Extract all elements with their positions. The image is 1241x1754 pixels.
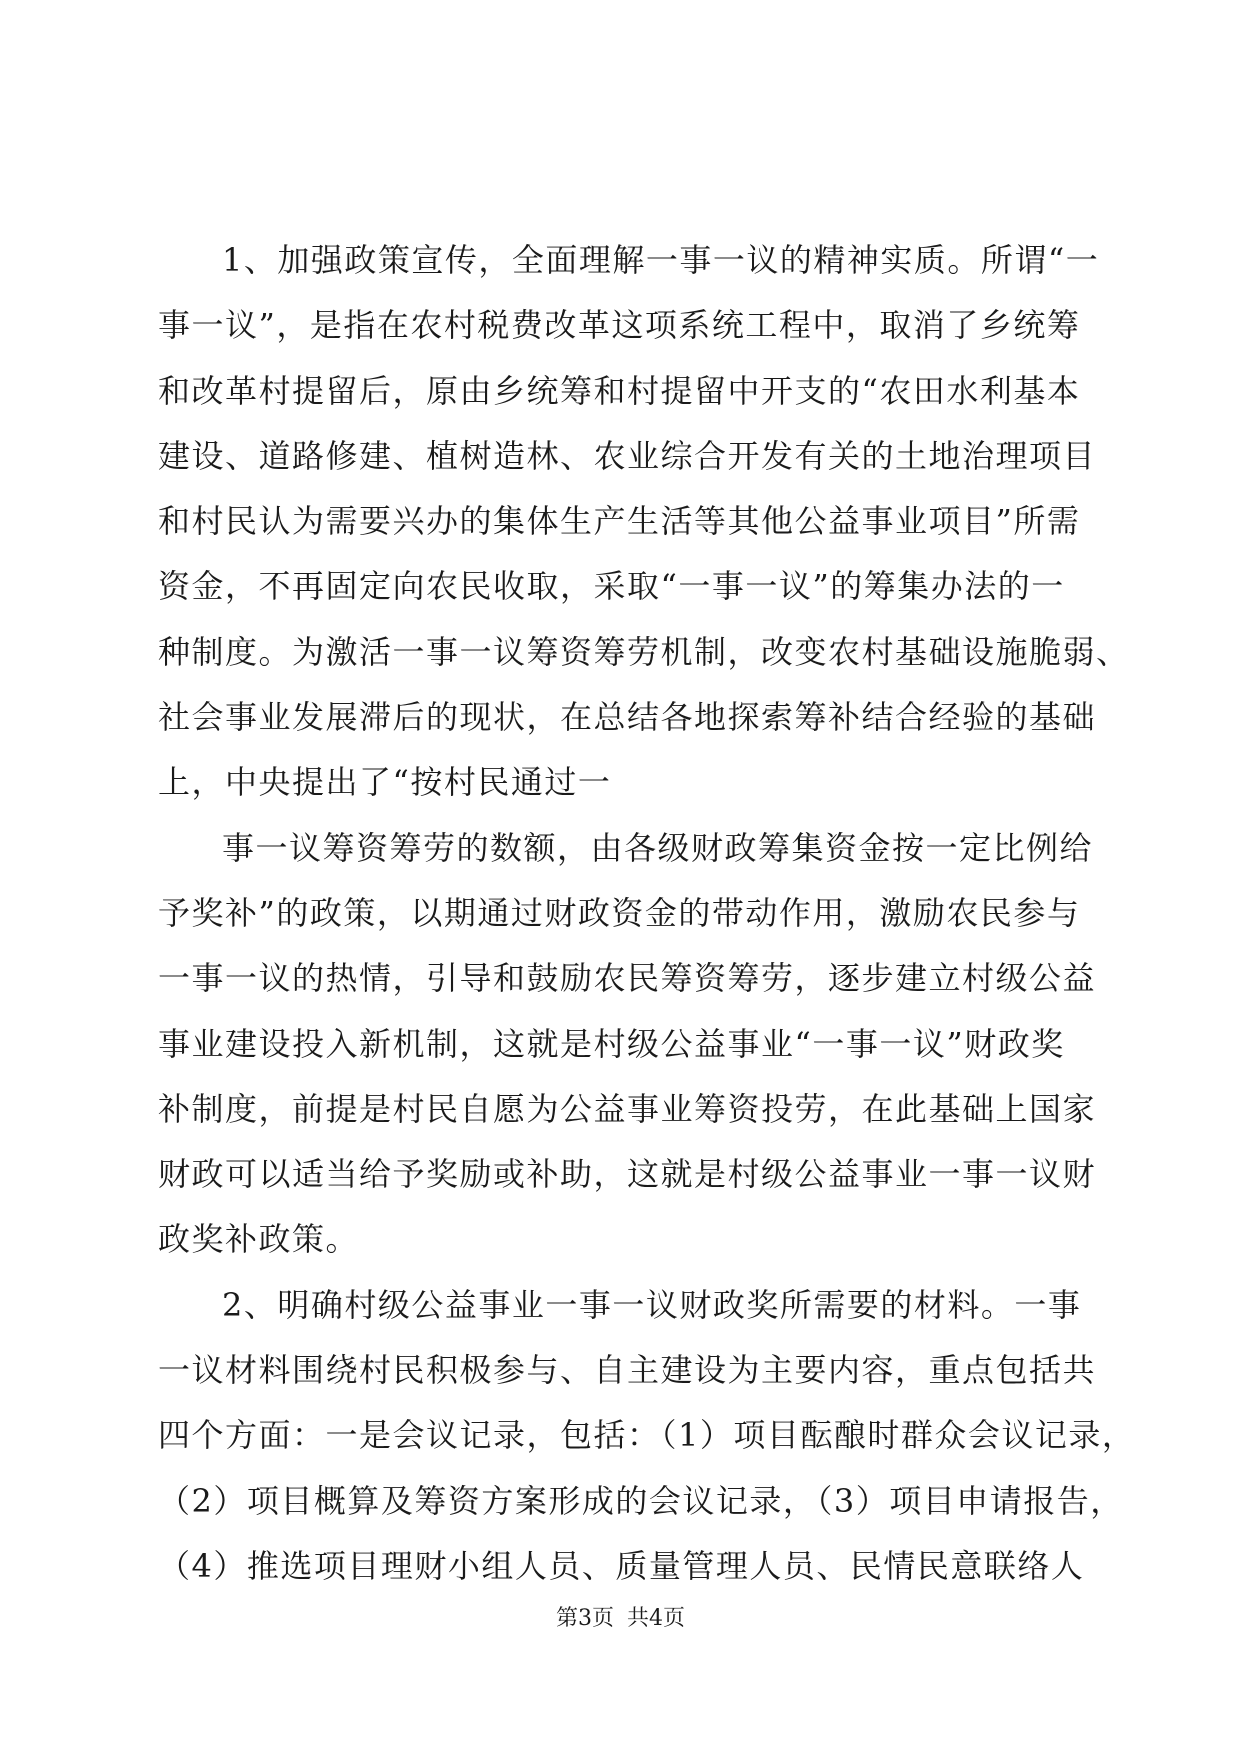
paragraph-3-line: （4）推选项目理财小组人员、质量管理人员、民情民意联络人: [158, 1546, 1085, 1585]
paragraph-1-line: 社会事业发展滞后的现状，在总结各地探索筹补结合经验的基础: [158, 698, 1097, 737]
paragraph-3-line: 四个方面：一是会议记录，包括：（1）项目酝酿时群众会议记录，: [158, 1416, 1136, 1455]
paragraph-2-line: 予奖补”的政策，以期通过财政资金的带动作用，激励农民参与: [158, 893, 1081, 932]
document-body: [158, 228, 1136, 1599]
page-footer: [0, 1604, 1241, 1634]
paragraph-1-line: 种制度。为激活一事一议筹资筹劳机制，改变农村基础设施脆弱、: [158, 632, 1130, 671]
paragraph-1-line: 上，中央提出了“按村民通过一: [158, 763, 612, 802]
paragraph-2-line: 事一议筹资筹劳的数额，由各级财政筹集资金按一定比例给: [222, 828, 1094, 867]
page-total: 共4页: [627, 1606, 685, 1631]
paragraph-1-line: 事一议”，是指在农村税费改革这项系统工程中，取消了乡统筹: [158, 306, 1081, 345]
paragraph-2-line: 事业建设投入新机制，这就是村级公益事业“一事一议”财政奖: [158, 1024, 1065, 1063]
paragraph-2-line: 政奖补政策。: [158, 1220, 360, 1259]
paragraph-3-line: 一议材料围绕村民积极参与、自主建设为主要内容，重点包括共: [158, 1351, 1097, 1390]
paragraph-1-line: 资金，不再固定向农民收取，采取“一事一议”的筹集办法的一: [158, 567, 1065, 606]
paragraph-1-line: 建设、道路修建、植树造林、农业综合开发有关的土地治理项目: [158, 436, 1097, 475]
paragraph-3-line: 2、明确村级公益事业一事一议财政奖所需要的材料。一事: [222, 1285, 1082, 1324]
paragraph-2-line: 财政可以适当给予奖励或补助，这就是村级公益事业一事一议财: [158, 1155, 1097, 1194]
paragraph-3-line: （2）项目概算及筹资方案形成的会议记录，（3）项目申请报告，: [158, 1481, 1124, 1520]
paragraph-1-line: 和村民认为需要兴办的集体生产生活等其他公益事业项目”所需: [158, 502, 1081, 541]
paragraph-2-line: 一事一议的热情，引导和鼓励农民筹资筹劳，逐步建立村级公益: [158, 959, 1097, 998]
paragraph-1-line: 和改革村提留后，原由乡统筹和村提留中开支的“农田水利基本: [158, 371, 1081, 410]
paragraph-1-line: 1、加强政策宣传，全面理解一事一议的精神实质。所谓“一: [222, 241, 1100, 279]
paragraph-2-line: 补制度，前提是村民自愿为公益事业筹资投劳，在此基础上国家: [158, 1089, 1097, 1128]
page-number: 第3页: [556, 1606, 614, 1631]
